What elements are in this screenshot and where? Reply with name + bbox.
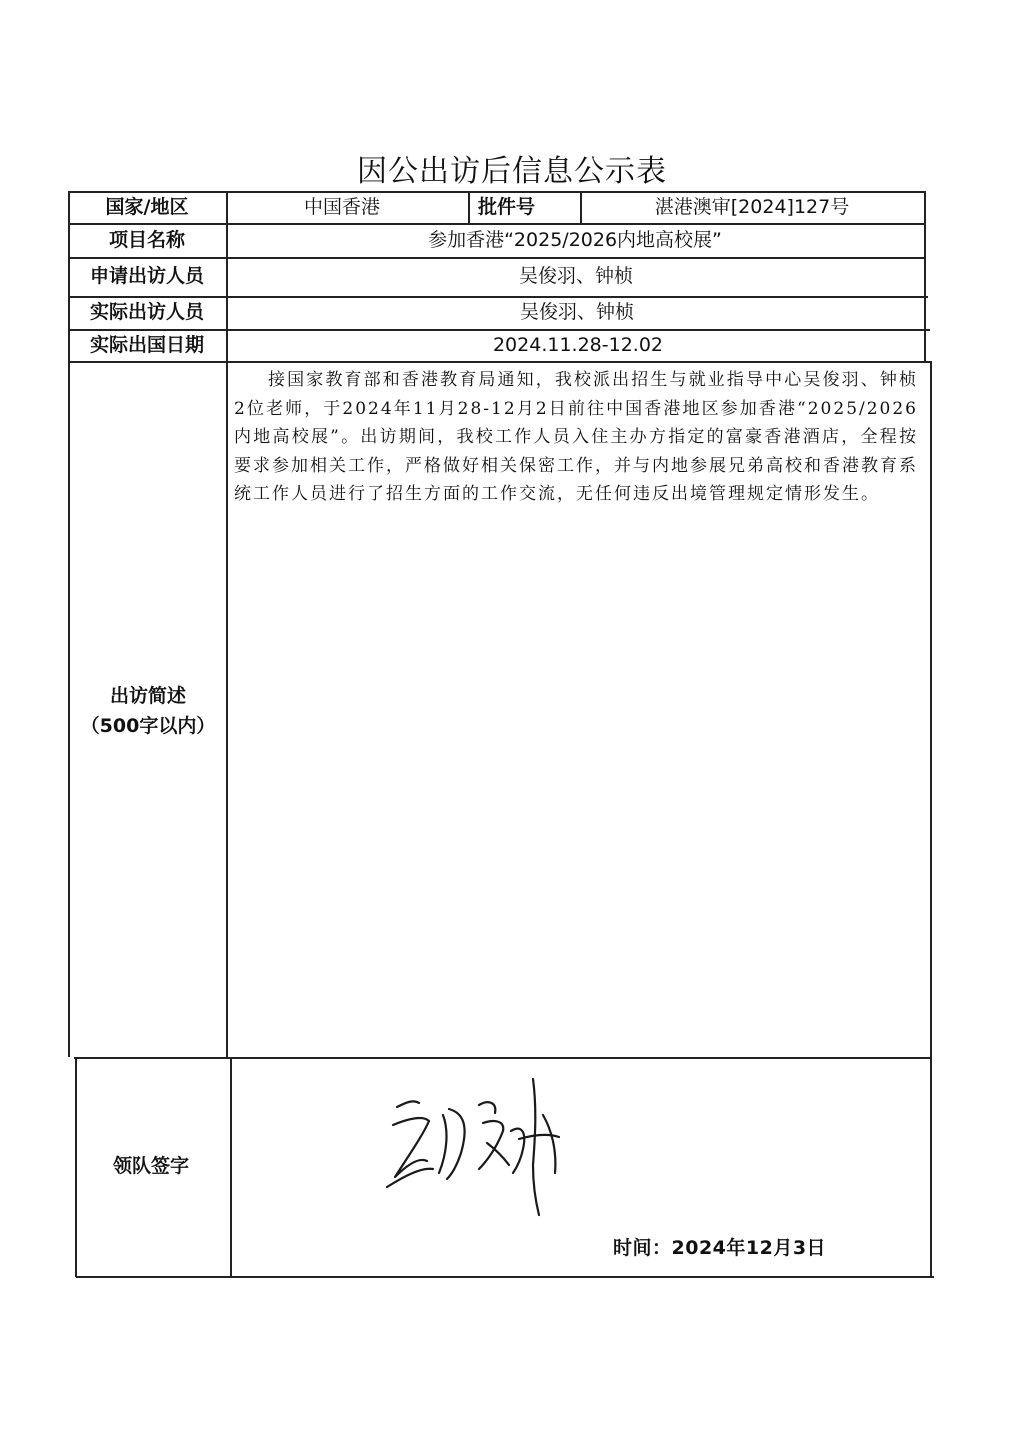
country-value: 中国香港 <box>304 195 381 218</box>
country-label: 国家/地区 <box>105 195 189 218</box>
page-title: 因公出访后信息公示表 <box>357 154 667 189</box>
leader-signature <box>383 1069 583 1223</box>
summary-label <box>68 681 228 741</box>
info-form <box>68 191 934 1278</box>
signature-date: 时间：2024年12月3日 <box>613 1237 827 1259</box>
approval-value: 湛港澳审[2024]127号 <box>654 195 850 218</box>
summary-text: 接国家教育部和香港教育局通知，我校派出招生与就业指导中心吴俊羽、钟桢2位老师，于2024年11月28-12月2日前往中国香港地区参加香港“2025/2026内地高校展”。出访期间，我校工作人员入住主办方指定的富豪香港酒店，全程按要求参加相关工作，严格做好相关保密工作，并与内地参展兄弟高校和香港教育系统工作人员进行了招生方面的工作交流，无任何违反出境管理规定情形发生。 <box>234 370 918 504</box>
actual-label: 实际出访人员 <box>89 301 204 324</box>
applied-value: 吴俊羽、钟桢 <box>518 265 633 288</box>
applied-label: 申请出访人员 <box>89 265 204 288</box>
summary-label-line2: （500字以内） <box>80 715 216 737</box>
summary-label-line1: 出访简述 <box>109 685 186 707</box>
project-label: 项目名称 <box>108 228 185 251</box>
actual-value: 吴俊羽、钟桢 <box>519 301 634 324</box>
date-value: 2024.11.28-12.02 <box>492 333 664 356</box>
date-label: 实际出国日期 <box>89 333 204 356</box>
signature-label: 领队签字 <box>112 1155 189 1177</box>
approval-label: 批件号 <box>478 195 536 218</box>
project-value: 参加香港“2025/2026内地高校展” <box>428 228 722 251</box>
